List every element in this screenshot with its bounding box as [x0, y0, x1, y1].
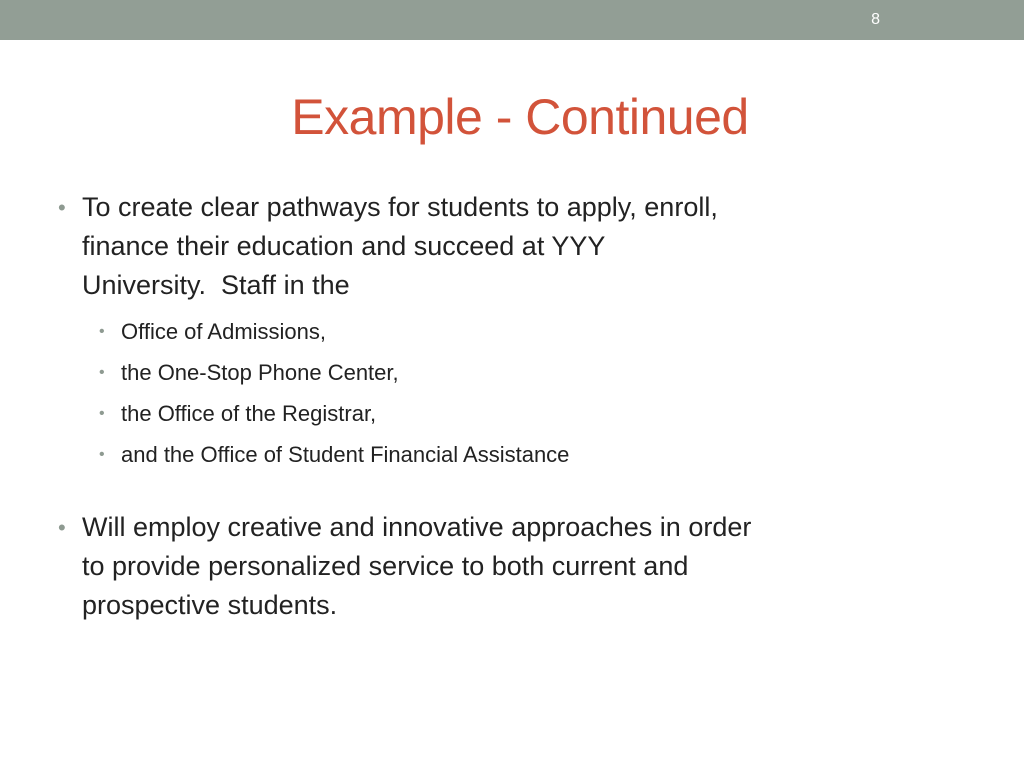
sub-bullet-list: [58, 311, 958, 475]
sub-bullet-text: the Office of the Registrar,: [121, 401, 377, 426]
sub-bullet-text: the One-Stop Phone Center,: [121, 360, 399, 385]
sub-bullet-dot-icon: •: [99, 405, 105, 422]
bullet-dot-icon: •: [58, 195, 66, 220]
slide-title: Example - Continued: [291, 89, 749, 145]
bullet-dot-icon: •: [58, 515, 66, 540]
bullet-text-line: finance their education and succeed at YYY: [82, 231, 606, 261]
sub-bullet-dot-icon: •: [99, 323, 105, 340]
bullet-text-line: prospective students.: [82, 590, 338, 620]
sub-bullet-dot-icon: •: [99, 364, 105, 381]
sub-bullet-dot-icon: •: [99, 446, 105, 463]
bullet-item-pathways: [58, 188, 958, 305]
sub-bullet-item: [58, 352, 958, 393]
bullet-text-line: to provide personalized service to both current and: [82, 551, 689, 581]
bullet-text-line: University. Staff in the: [82, 270, 350, 300]
sub-bullet-text: and the Office of Student Financial Assistance: [121, 442, 570, 467]
slide-top-bar: [0, 0, 1024, 40]
sub-bullet-item: [58, 434, 958, 475]
bullet-text-line: Will employ creative and innovative approaches in order: [82, 512, 752, 542]
bullet-text-line: To create clear pathways for students to apply, enroll,: [82, 192, 718, 222]
sub-bullet-item: [58, 393, 958, 434]
slide-content: [58, 188, 958, 625]
bullet-spacer: [58, 475, 958, 508]
sub-bullet-text: Office of Admissions,: [121, 319, 327, 344]
bullet-item-approaches: [58, 508, 958, 625]
sub-bullet-item: [58, 311, 958, 352]
slide-number: 8: [871, 11, 880, 28]
